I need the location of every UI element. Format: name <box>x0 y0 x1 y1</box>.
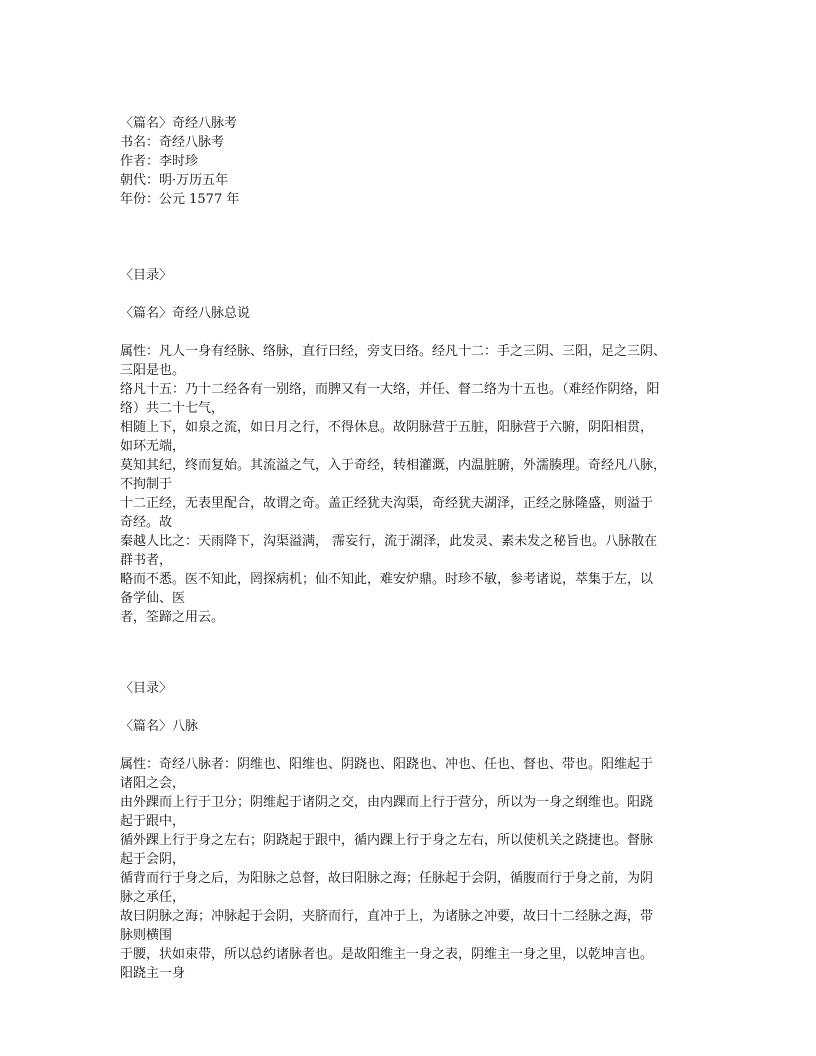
body-line: 循背而行于身之后，为阳脉之总督，故曰阳脉之海；任脉起于会阴，循腹而行于身之前，为阴 <box>120 871 654 886</box>
section-eight-channels <box>120 679 700 983</box>
book-title: 书名：奇经八脉考 <box>120 135 225 150</box>
body-line: 脉则横围 <box>120 928 173 943</box>
body-line: 由外踝而上行于卫分；阴维起于诸阴之交，由内踝而上行于营分，所以为一身之纲维也。阳跷 <box>120 795 654 810</box>
body-line: 略而不悉。医不知此，罔探病机；仙不知此，难安炉鼎。时珍不敏，参考诸说，萃集于左，以 <box>120 572 654 587</box>
body-line: 阳跷主一身 <box>120 966 186 981</box>
body-line: 三阳是也。 <box>120 363 186 378</box>
body-line: 故曰阴脉之海；冲脉起于会阴，夹脐而行，直冲于上，为诸脉之冲要，故曰十二经脉之海，带 <box>120 909 654 924</box>
body-line: 络凡十五：乃十二经各有一别络，而脾又有一大络，并任、督二络为十五也。（难经作阴络，阳 <box>120 382 660 397</box>
header-block <box>120 114 700 209</box>
body-line: 循外踝上行于身之左右；阴跷起于跟中，循内踝上行于身之左右，所以使机关之跷捷也。督脉 <box>120 833 654 848</box>
body-line: 起于会阴， <box>120 852 186 867</box>
toc-link[interactable]: 〈目录〉 <box>120 681 173 696</box>
chapter-name: 〈篇名〉奇经八脉考 <box>120 116 238 131</box>
body-line: 莫知其纪，终而复始。其流溢之气，入于奇经，转相灌溉，内温脏腑，外濡腠理。奇经凡八脉， <box>120 458 667 473</box>
section-general <box>120 266 700 627</box>
body-line: 群书者， <box>120 553 173 568</box>
body-line: 属性：奇经八脉者：阴维也、阳维也、阴跷也、阳跷也、冲也、任也、督也、带也。阳维起于 <box>120 757 654 772</box>
body-line: 如环无端， <box>120 439 186 454</box>
body-line: 奇经。故 <box>120 515 173 530</box>
body-line: 不拘制于 <box>120 477 173 492</box>
document-page <box>120 114 700 983</box>
body-line: 秦越人比之：天雨降下，沟渠溢满， 霈妄行，流于湖泽，此发灵、素未发之秘旨也。八脉散在 <box>120 534 658 549</box>
body-line: 络）共二十七气， <box>120 401 225 416</box>
toc-link[interactable]: 〈目录〉 <box>120 268 173 283</box>
body-line: 诸阳之会， <box>120 776 186 791</box>
section-title: 〈篇名〉八脉 <box>120 719 199 734</box>
dynasty: 朝代：明·万历五年 <box>120 173 229 188</box>
body-line: 十二正经，无表里配合，故谓之奇。盖正经犹夫沟渠，奇经犹夫湖泽，正经之脉隆盛，则溢于 <box>120 496 654 511</box>
body-line: 属性：凡人一身有经脉、络脉，直行曰经，旁支曰络。经凡十二：手之三阴、三阳，足之三阴、 <box>120 344 667 359</box>
body-line: 者，筌蹄之用云。 <box>120 610 225 625</box>
body-line: 相随上下，如泉之流，如日月之行，不得休息。故阴脉营于五脏，阳脉营于六腑，阴阳相贯， <box>120 420 654 435</box>
year: 年份：公元 1577 年 <box>120 192 240 207</box>
body-line: 脉之承任， <box>120 890 186 905</box>
section-body <box>120 755 700 983</box>
author: 作者：李时珍 <box>120 154 199 169</box>
section-body <box>120 342 700 627</box>
section-title: 〈篇名〉奇经八脉总说 <box>120 306 251 321</box>
body-line: 于腰，状如束带，所以总约诸脉者也。是故阳维主一身之表，阴维主一身之里，以乾坤言也。 <box>120 947 654 962</box>
body-line: 备学仙、医 <box>120 591 186 606</box>
body-line: 起于跟中， <box>120 814 186 829</box>
